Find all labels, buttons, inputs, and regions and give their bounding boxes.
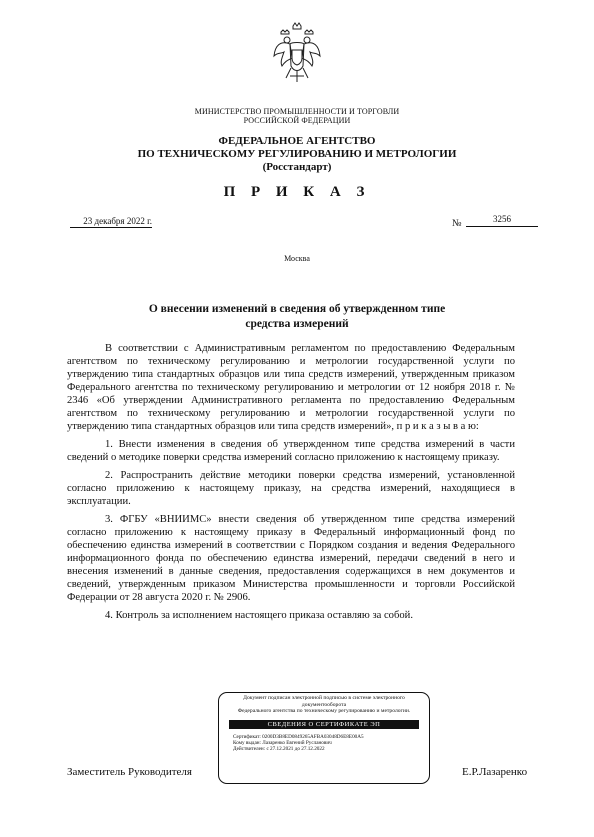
- agency-line-2: ПО ТЕХНИЧЕСКОМУ РЕГУЛИРОВАНИЮ И МЕТРОЛОГИИ: [137, 148, 457, 160]
- order-number-label: №: [452, 218, 462, 229]
- order-date: 23 декабря 2022 г.: [70, 216, 152, 228]
- agency-line-1: ФЕДЕРАЛЬНОЕ АГЕНТСТВО: [218, 135, 376, 147]
- ministry-name: [0, 107, 594, 125]
- signatory-name: Е.Р.Лазаренко: [462, 766, 528, 778]
- ministry-line-2: РОССИЙСКОЙ ФЕДЕРАЦИИ: [243, 116, 351, 125]
- stamp-title-bar: СВЕДЕНИЯ О СЕРТИФИКАТЕ ЭП: [229, 720, 419, 729]
- document-type: П Р И К А З: [223, 184, 371, 200]
- certificate-serial: Сертификат: 0200D3B8ED0849265AFBA03048D6E8E00A5: [233, 733, 364, 740]
- order-body: [67, 342, 515, 622]
- stamp-header: [219, 693, 429, 715]
- stamp-header-line-2: Федерального агентства по техническому регулированию и метрологии.: [237, 708, 411, 714]
- certificate-validity: Действителен: с 27.12.2021 до 27.12.2022: [233, 746, 325, 753]
- stamp-header-line-1: Документ подписан электронной подписью в системе электронного документооборота: [243, 695, 405, 708]
- order-item-3: 3. ФГБУ «ВНИИМС» внести сведения об утвержденном типе средства измерений согласно приложению к настоящему приказу в Федеральный информационный фонд по обеспечению единства измерений в соответствии с Порядком создания и ведения Федерального информационного фонда по обеспечению единства измерений, передачи сведений в него и внесения изменений в данные сведения, предоставления содержащихся в нем документов и сведений, утвержденным приказом Министерства промышленности и торговли Российской Федерации от 28 августа 2020 г. № 2906.: [67, 514, 515, 603]
- city: Москва: [284, 254, 310, 263]
- coat-of-arms-icon: [272, 22, 322, 84]
- heading-line-2: средства измерений: [245, 318, 349, 330]
- order-item-1: 1. Внести изменения в сведения об утвержденном типе средства измерений в части сведений о методике поверки средства измерений согласно приложению к настоящему приказу.: [67, 439, 515, 463]
- certificate-owner: Кому выдан: Лазаренко Евгений Русланович: [233, 739, 332, 746]
- order-item-2: 2. Распространить действие методики поверки средства измерений, установленной согласно приложению к настоящему приказу, на средства измерений, находящиеся в эксплуатации.: [67, 470, 515, 507]
- order-heading: [0, 302, 594, 332]
- ministry-line-1: МИНИСТЕРСТВО ПРОМЫШЛЕННОСТИ И ТОРГОВЛИ: [194, 107, 400, 116]
- electronic-signature-stamp: [218, 692, 430, 784]
- agency-name: [0, 135, 594, 174]
- order-number: 3256: [466, 214, 538, 227]
- signatory-position: Заместитель Руководителя: [67, 766, 192, 778]
- order-item-4: 4. Контроль за исполнением настоящего приказа оставляю за собой.: [105, 610, 413, 621]
- agency-line-3: (Росстандарт): [262, 161, 332, 173]
- heading-line-1: О внесении изменений в сведения об утвержденном типе: [148, 303, 446, 315]
- preamble: В соответствии с Административным регламентом по предоставлению Федеральным агентством по техническому регулированию и метрологии государственной услуги по утверждению типа стандартных образцов или типа средств измерений, утвержденным приказом Федерального агентства по техническому регулированию и метрологии от 12 ноября 2018 г. № 2346 «Об утверждении Административного регламента по предоставлению Федеральным агентством по техническому регулированию и метрологии государственной услуги по утверждению типа стандартных образцов или типа средств измерений», п р и к а з ы в а ю:: [67, 343, 515, 432]
- stamp-details: [219, 732, 429, 753]
